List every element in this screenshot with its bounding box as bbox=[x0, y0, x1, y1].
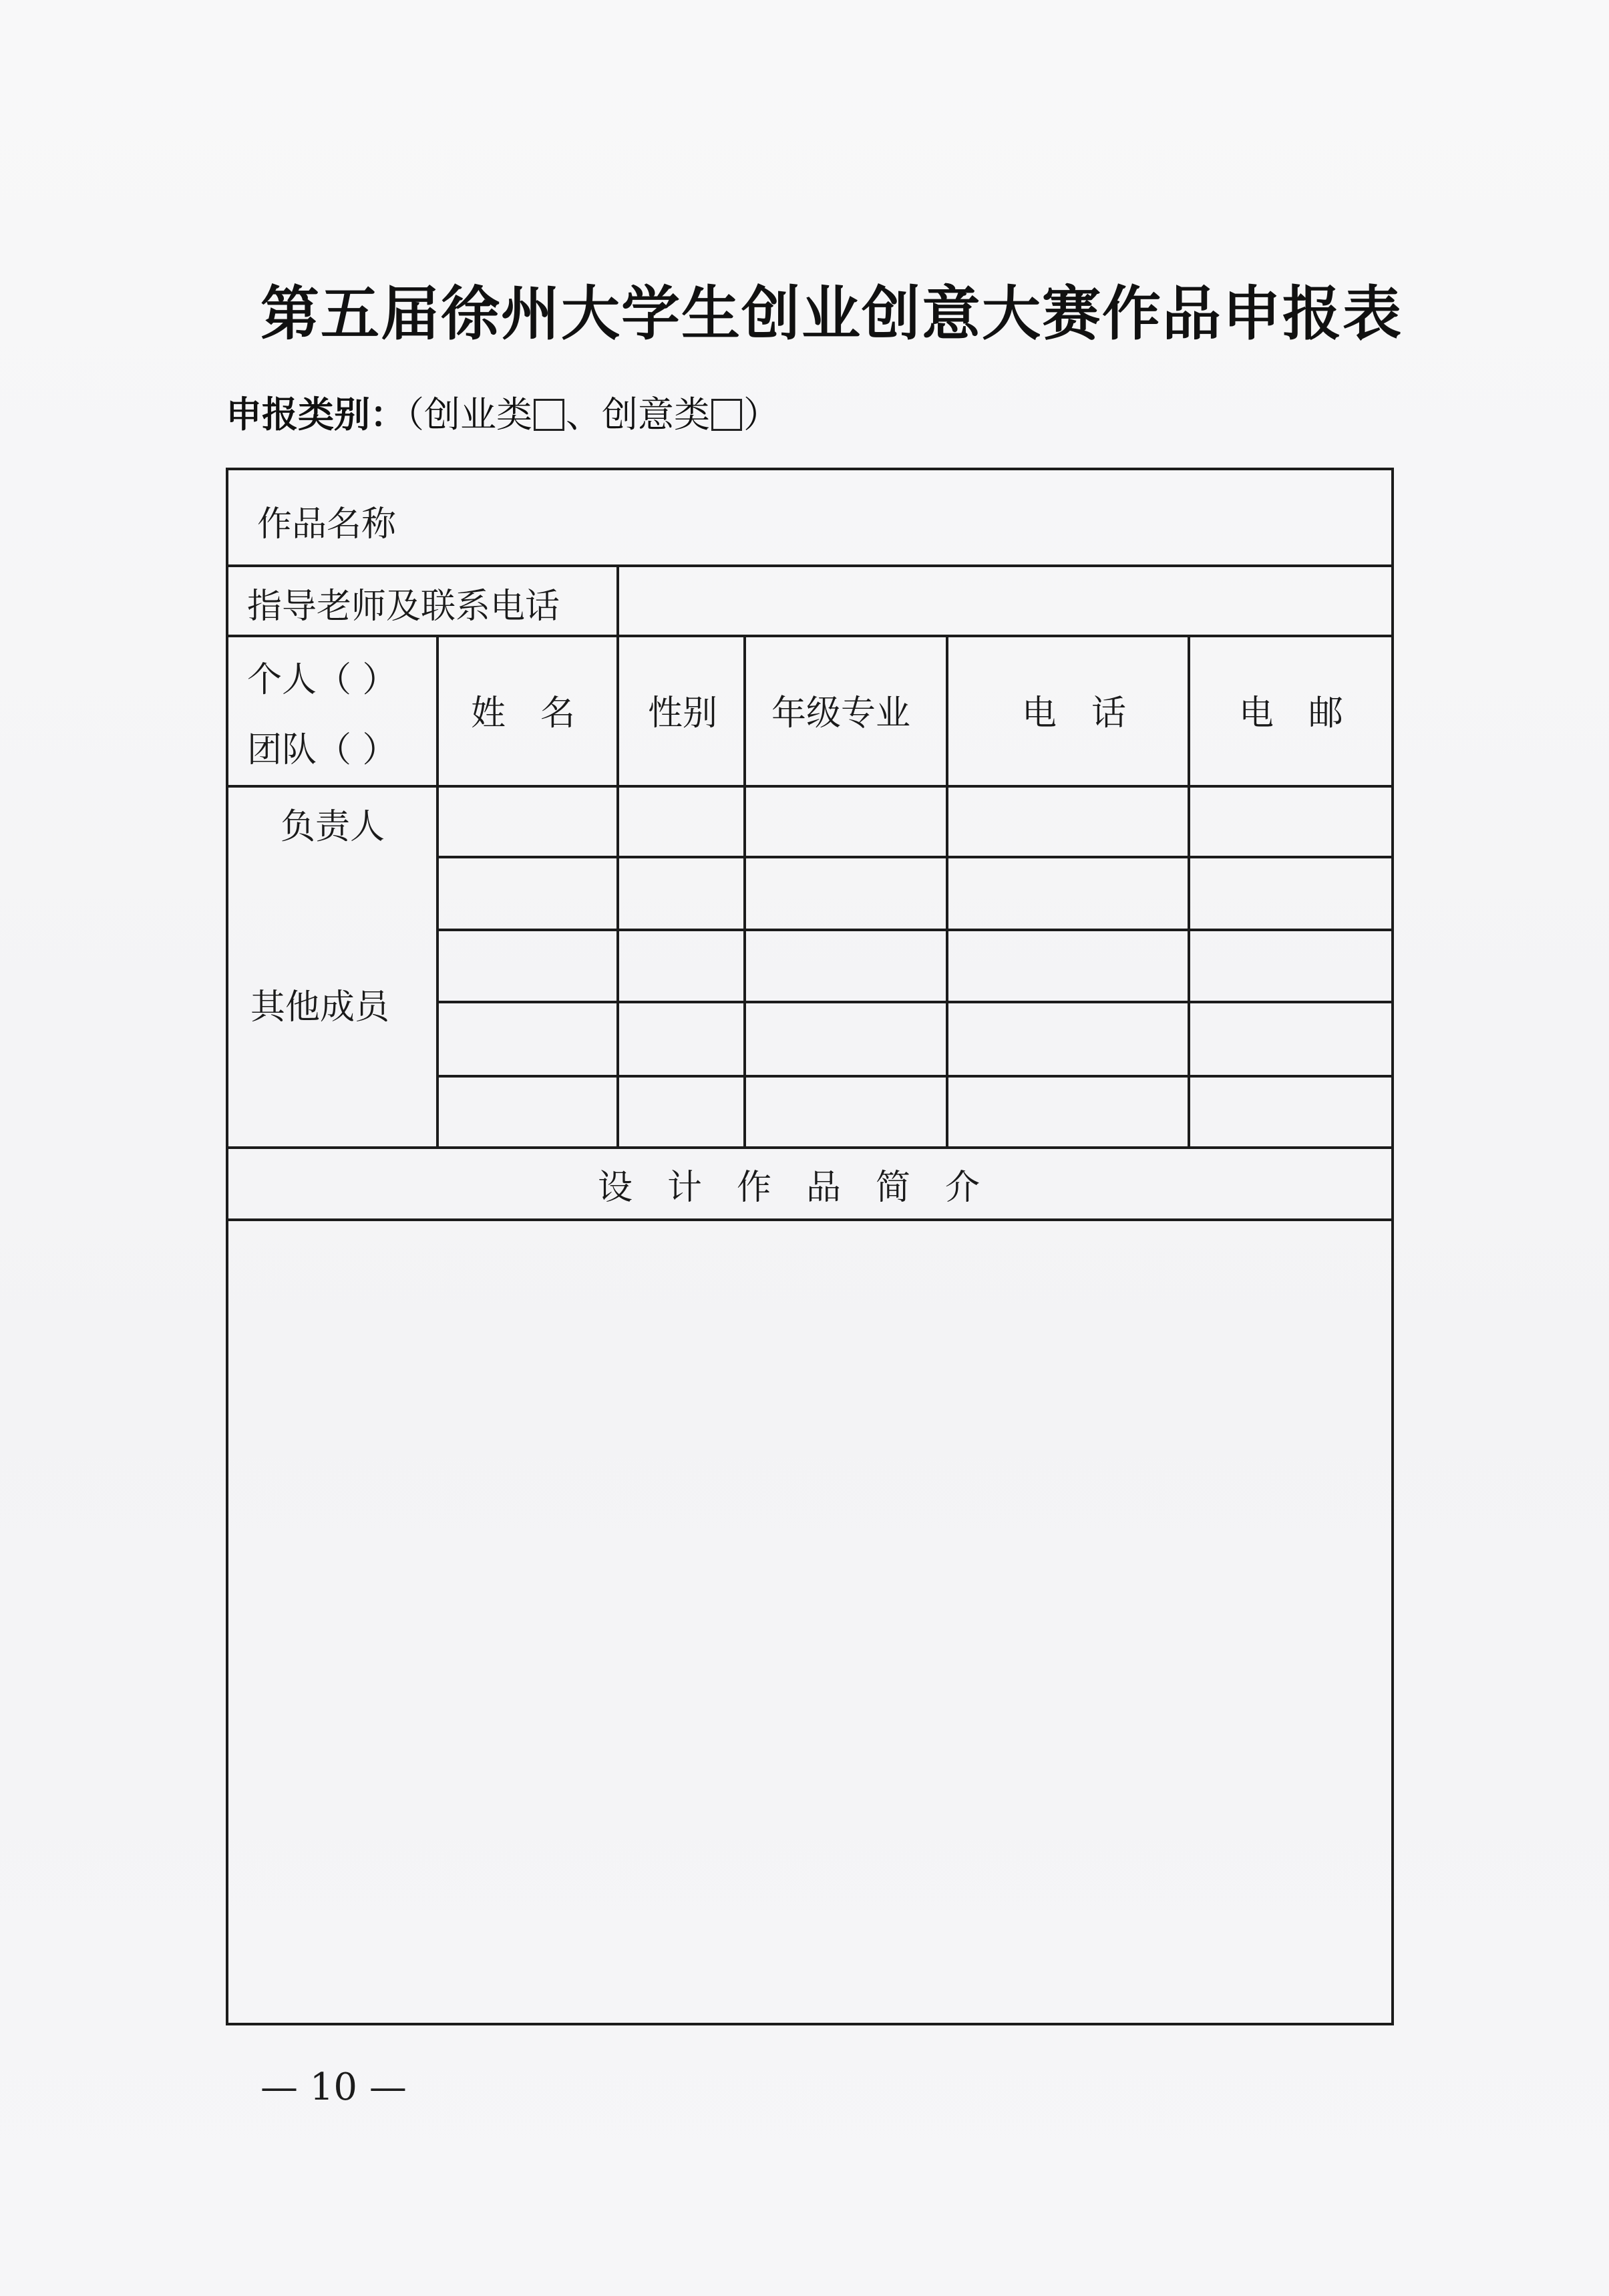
category-option-startup: 创业类 bbox=[424, 393, 532, 436]
header-grade-major: 年级专业 bbox=[771, 693, 911, 733]
intro-label: 设 计 作 品 简 介 bbox=[598, 1168, 980, 1208]
category-option-creative: 创意类 bbox=[602, 393, 710, 436]
advisor-label: 指导老师及联系电话 bbox=[247, 587, 560, 627]
category-label: 申报类别： bbox=[226, 393, 406, 436]
team-label: 团队（ ） bbox=[247, 730, 397, 770]
work-name-label: 作品名称 bbox=[257, 504, 397, 544]
leader-label: 负责人 bbox=[281, 807, 385, 847]
members-label: 其他成员 bbox=[250, 987, 390, 1027]
category-separator: 、 bbox=[566, 393, 602, 436]
header-email: 电 邮 bbox=[1239, 693, 1344, 733]
form-title: 第五届徐州大学生创业创意大赛作品申报表 bbox=[260, 279, 1403, 348]
page-number: — 10 — bbox=[260, 2066, 407, 2109]
header-phone: 电 话 bbox=[1022, 693, 1127, 733]
header-name: 姓 名 bbox=[471, 693, 576, 733]
category-open-paren: （ bbox=[406, 393, 424, 436]
category-close-paren: ） bbox=[743, 393, 779, 436]
header-gender: 性别 bbox=[648, 693, 718, 733]
individual-label: 个人（ ） bbox=[247, 660, 397, 700]
